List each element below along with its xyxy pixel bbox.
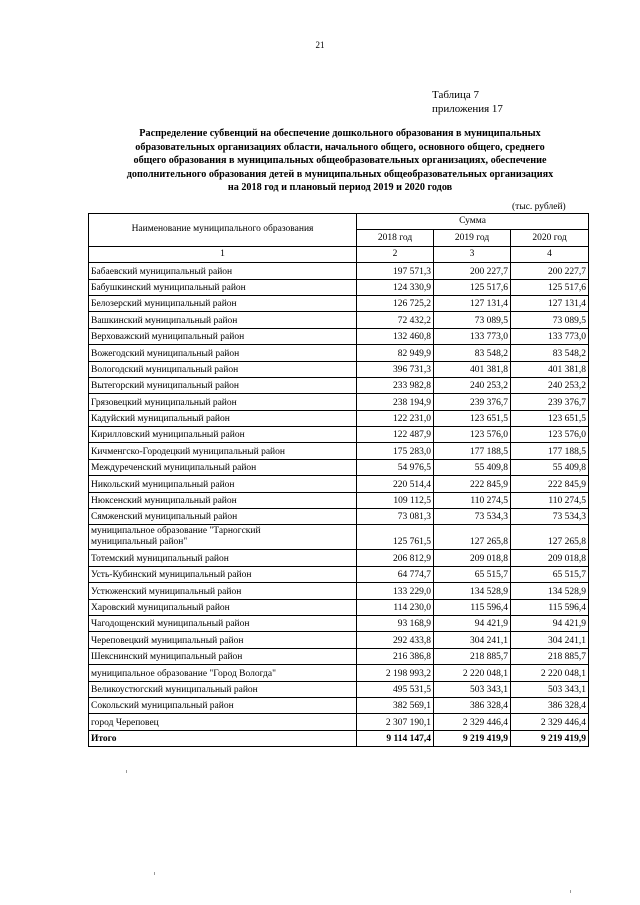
subsidy-table: [88, 213, 589, 747]
row-name: Никольский муниципальный район: [89, 476, 357, 492]
table-row: [89, 615, 589, 631]
row-value-2019: 177 188,5: [434, 443, 511, 459]
row-value-2020: 222 845,9: [511, 476, 589, 492]
row-value-2019: 73 534,3: [434, 509, 511, 525]
row-name: Кадуйский муниципальный район: [89, 410, 357, 426]
row-value-2018: 175 283,0: [357, 443, 434, 459]
row-value-2019: 401 381,8: [434, 361, 511, 377]
row-value-2020: 94 421,9: [511, 615, 589, 631]
row-name: [89, 525, 357, 550]
table-row: [89, 681, 589, 697]
header-year-2020: 2020 год: [511, 230, 589, 246]
row-value-2019: 65 515,7: [434, 566, 511, 582]
row-value-2019: 55 409,8: [434, 459, 511, 475]
row-name: Бабаевский муниципальный район: [89, 263, 357, 279]
table-row: [89, 263, 589, 279]
row-value-2018: 132 460,8: [357, 328, 434, 344]
row-name: Харовский муниципальный район: [89, 599, 357, 615]
row-value-2018: 495 531,5: [357, 681, 434, 697]
table-row: [89, 279, 589, 295]
row-name: Сокольский муниципальный район: [89, 697, 357, 713]
row-value-2018: 122 231,0: [357, 410, 434, 426]
table-ref-line2: приложения 17: [432, 103, 503, 115]
row-value-2019: 239 376,7: [434, 394, 511, 410]
row-value-2019: 209 018,8: [434, 550, 511, 566]
header-year-2019: 2019 год: [434, 230, 511, 246]
row-name: Вологодский муниципальный район: [89, 361, 357, 377]
row-value-2020: 134 528,9: [511, 583, 589, 599]
table-row: [89, 377, 589, 393]
row-value-2020: 2 220 048,1: [511, 665, 589, 681]
row-value-2020: 127 131,4: [511, 295, 589, 311]
table-row: [89, 328, 589, 344]
row-value-2019: 386 328,4: [434, 697, 511, 713]
row-value-2020: 209 018,8: [511, 550, 589, 566]
row-value-2018: 93 168,9: [357, 615, 434, 631]
row-value-2018: 122 487,9: [357, 427, 434, 443]
row-value-2018: 125 761,5: [357, 525, 434, 550]
row-value-2018: 2 307 190,1: [357, 714, 434, 730]
row-name: Вашкинский муниципальный район: [89, 312, 357, 328]
row-value-2020: 401 381,8: [511, 361, 589, 377]
page-number: 21: [315, 40, 325, 50]
row-name-line1: муниципальное образование "Тарногский: [91, 526, 261, 537]
row-value-2018: 114 230,0: [357, 599, 434, 615]
row-value-2020: 123 576,0: [511, 427, 589, 443]
table-row: [89, 345, 589, 361]
row-value-2019: 123 576,0: [434, 427, 511, 443]
row-value-2020: 73 534,3: [511, 509, 589, 525]
row-value-2018: 82 949,9: [357, 345, 434, 361]
row-value-2018: 220 514,4: [357, 476, 434, 492]
row-value-2019: 115 596,4: [434, 599, 511, 615]
row-name: Усть-Кубинский муниципальный район: [89, 566, 357, 582]
row-name-line2: муниципальный район": [91, 537, 188, 548]
header-index-1: 1: [89, 246, 357, 262]
table-row: [89, 361, 589, 377]
table-row: [89, 476, 589, 492]
row-value-2018: 124 330,9: [357, 279, 434, 295]
row-name: Череповецкий муниципальный район: [89, 632, 357, 648]
row-value-2020: 200 227,7: [511, 263, 589, 279]
row-name: муниципальное образование "Город Вологда": [89, 665, 357, 681]
title-line1: Распределение субвенций на обеспечение дошкольного образования в муниципальных: [139, 128, 541, 139]
table-row: [89, 550, 589, 566]
row-value-2018: 216 386,8: [357, 648, 434, 664]
row-value-2019: 127 131,4: [434, 295, 511, 311]
row-value-2018: 206 812,9: [357, 550, 434, 566]
title-line5: на 2018 год и плановый период 2019 и 2020 годов: [227, 182, 453, 194]
header-index-2: 2: [357, 246, 434, 262]
row-name: Сямженский муниципальный район: [89, 509, 357, 525]
table-row: [89, 566, 589, 582]
header-year-2018: 2018 год: [357, 230, 434, 246]
row-value-2020: 55 409,8: [511, 459, 589, 475]
row-value-2020: 123 651,5: [511, 410, 589, 426]
row-value-2018: 382 569,1: [357, 697, 434, 713]
table-row: [89, 459, 589, 475]
scan-speck: [154, 872, 155, 875]
header-index-4: 4: [511, 246, 589, 262]
row-value-2020: 218 885,7: [511, 648, 589, 664]
row-value-2019: 240 253,2: [434, 377, 511, 393]
row-name: город Череповец: [89, 714, 357, 730]
row-value-2020: 133 773,0: [511, 328, 589, 344]
row-value-2020: 127 265,8: [511, 525, 589, 550]
row-name: Чагодощенский муниципальный район: [89, 615, 357, 631]
table-row: [89, 492, 589, 508]
title-line2: образовательных организациях области, начального общего, основного общего, среднего: [135, 141, 545, 153]
row-value-2019: 503 343,1: [434, 681, 511, 697]
row-value-2019: 123 651,5: [434, 410, 511, 426]
row-value-2018: 396 731,3: [357, 361, 434, 377]
title-line3: общего образования в муниципальных общеобразовательных организациях, обеспечение: [133, 155, 547, 167]
table-row: [89, 410, 589, 426]
table-row: [89, 714, 589, 730]
row-value-2018: 54 976,5: [357, 459, 434, 475]
row-value-2020: 386 328,4: [511, 697, 589, 713]
row-value-2018: 126 725,2: [357, 295, 434, 311]
row-value-2019: 83 548,2: [434, 345, 511, 361]
title-line4: дополнительного образования детей в муниципальных общеобразовательных организациях: [126, 168, 554, 180]
header-row-top: [89, 214, 589, 230]
row-name: Тотемский муниципальный район: [89, 550, 357, 566]
row-name: Бабушкинский муниципальный район: [89, 279, 357, 295]
row-value-2020: 240 253,2: [511, 377, 589, 393]
row-name: Междуреченский муниципальный район: [89, 459, 357, 475]
row-name: Шекснинский муниципальный район: [89, 648, 357, 664]
total-value-2018: 9 114 147,4: [357, 730, 434, 746]
row-value-2020: 110 274,5: [511, 492, 589, 508]
total-value-2019: 9 219 419,9: [434, 730, 511, 746]
table-row: [89, 599, 589, 615]
row-value-2019: 218 885,7: [434, 648, 511, 664]
row-value-2019: 94 421,9: [434, 615, 511, 631]
row-value-2019: 2 329 446,4: [434, 714, 511, 730]
row-name: Грязовецкий муниципальный район: [89, 394, 357, 410]
table-reference: [432, 88, 503, 116]
row-value-2019: 133 773,0: [434, 328, 511, 344]
table-ref-line1: Таблица 7: [432, 89, 480, 101]
table-row: [89, 648, 589, 664]
row-value-2019: 73 089,5: [434, 312, 511, 328]
row-value-2018: 233 982,8: [357, 377, 434, 393]
table-row: [89, 697, 589, 713]
table-row: [89, 427, 589, 443]
row-value-2018: 238 194,9: [357, 394, 434, 410]
row-value-2019: 2 220 048,1: [434, 665, 511, 681]
row-name: Нюксенский муниципальный район: [89, 492, 357, 508]
row-value-2018: 2 198 993,2: [357, 665, 434, 681]
row-value-2019: 125 517,6: [434, 279, 511, 295]
units-note: (тыс. рублей): [512, 202, 566, 212]
row-value-2020: 65 515,7: [511, 566, 589, 582]
table-row: [89, 665, 589, 681]
row-value-2020: 125 517,6: [511, 279, 589, 295]
row-value-2019: 127 265,8: [434, 525, 511, 550]
row-name: Вожегодский муниципальный район: [89, 345, 357, 361]
table-row: [89, 394, 589, 410]
header-index-3: 3: [434, 246, 511, 262]
table-row: [89, 509, 589, 525]
row-value-2019: 134 528,9: [434, 583, 511, 599]
row-value-2019: 304 241,1: [434, 632, 511, 648]
row-value-2020: 503 343,1: [511, 681, 589, 697]
document-title: [92, 127, 588, 195]
row-value-2020: 304 241,1: [511, 632, 589, 648]
row-name: Белозерский муниципальный район: [89, 295, 357, 311]
row-name: Вытегорский муниципальный район: [89, 377, 357, 393]
row-value-2018: 64 774,7: [357, 566, 434, 582]
row-name: Верховажский муниципальный район: [89, 328, 357, 344]
row-name: Кирилловский муниципальный район: [89, 427, 357, 443]
table-row: [89, 295, 589, 311]
row-name: Кичменгско-Городецкий муниципальный район: [89, 443, 357, 459]
total-value-2020: 9 219 419,9: [511, 730, 589, 746]
header-row-index: [89, 246, 589, 262]
row-value-2019: 200 227,7: [434, 263, 511, 279]
row-name: Устюженский муниципальный район: [89, 583, 357, 599]
row-value-2020: 115 596,4: [511, 599, 589, 615]
table-row: [89, 312, 589, 328]
row-value-2018: 292 433,8: [357, 632, 434, 648]
row-value-2018: 109 112,5: [357, 492, 434, 508]
row-value-2020: 239 376,7: [511, 394, 589, 410]
row-value-2019: 222 845,9: [434, 476, 511, 492]
row-name: Великоустюгский муниципальный район: [89, 681, 357, 697]
header-name: Наименование муниципального образования: [89, 214, 357, 247]
table-row: [89, 443, 589, 459]
table-row: [89, 632, 589, 648]
row-value-2018: 197 571,3: [357, 263, 434, 279]
row-value-2020: 73 089,5: [511, 312, 589, 328]
row-value-2018: 133 229,0: [357, 583, 434, 599]
row-value-2019: 110 274,5: [434, 492, 511, 508]
scan-speck: [570, 890, 571, 893]
header-sum: Сумма: [357, 214, 589, 230]
row-value-2020: 83 548,2: [511, 345, 589, 361]
row-value-2020: 177 188,5: [511, 443, 589, 459]
row-value-2020: 2 329 446,4: [511, 714, 589, 730]
row-value-2018: 73 081,3: [357, 509, 434, 525]
total-label: Итого: [89, 730, 357, 746]
total-row: [89, 730, 589, 746]
table-row: [89, 525, 589, 550]
scan-speck: [126, 770, 127, 773]
row-value-2018: 72 432,2: [357, 312, 434, 328]
table-row: [89, 583, 589, 599]
